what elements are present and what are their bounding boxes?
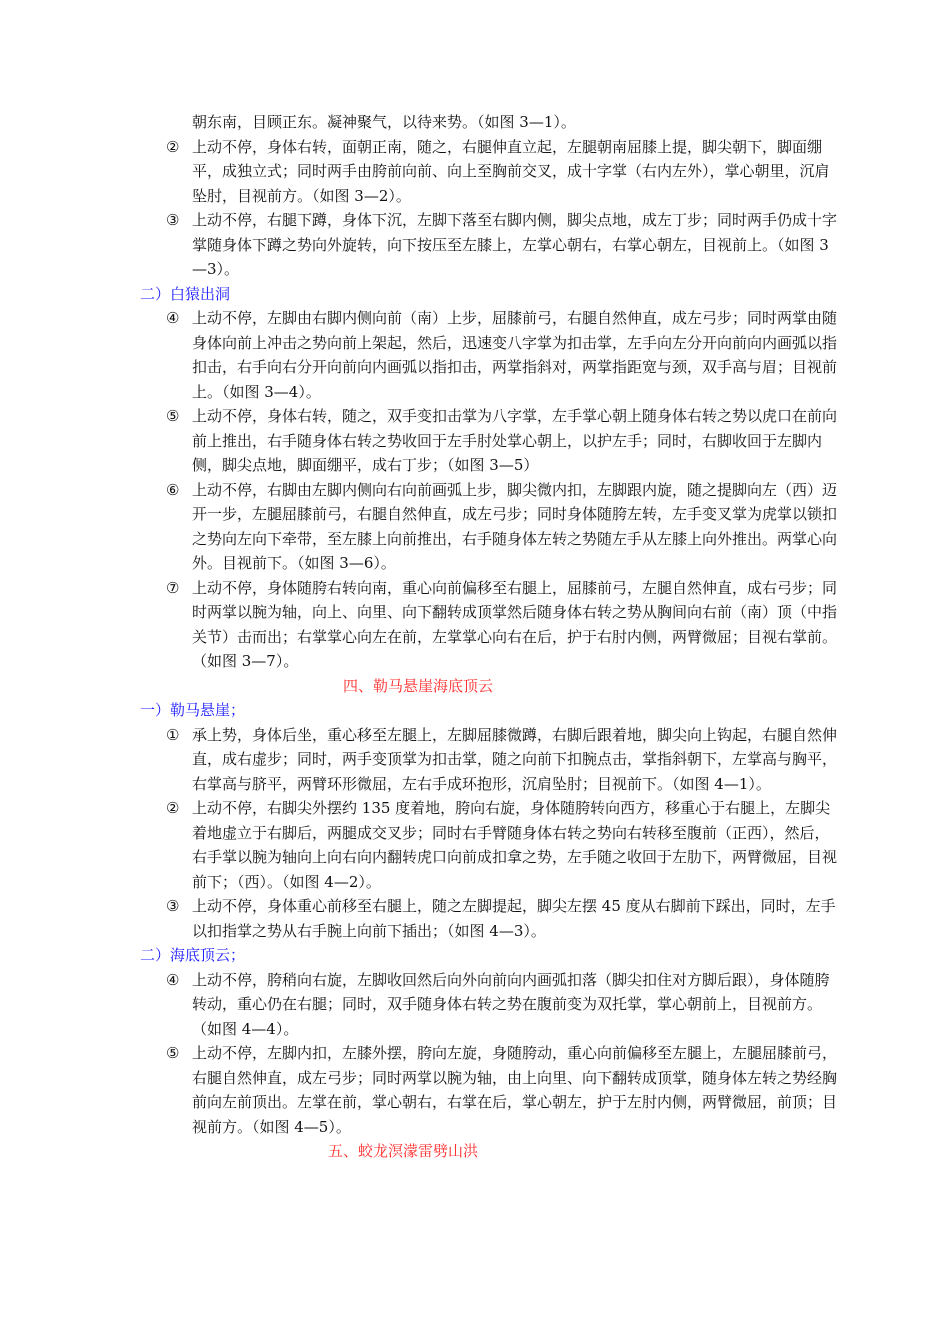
- list-item: [140, 894, 840, 943]
- list-item: [140, 208, 840, 282]
- list-item: [140, 723, 840, 797]
- item-number: ①: [166, 725, 180, 744]
- item-number: ⑥: [166, 480, 180, 499]
- item-text: 上动不停，身体右转，随之，双手变扣击掌为八字掌，左手掌心朝上随身体右转之势以虎口在前向前上推出，右手随身体右转之势收回于左手肘处掌心朝上，以护左手；同时，右脚收回于左脚内侧，脚尖点地，脚面绷平，成右丁步；（如图 3—5）: [192, 407, 838, 474]
- list-item: [140, 404, 840, 478]
- item-text: 上动不停，身体右转，面朝正南，随之，右腿伸直立起，左腿朝南屈膝上提，脚尖朝下，脚面绷平，成独立式；同时两手由胯前向前、向上至胸前交叉，成十字掌（右内左外），掌心朝里，沉肩坠肘，目视前方。（如图 3—2）。: [192, 137, 830, 205]
- item-text: 上动不停，右脚由左脚内侧向右向前画弧上步，脚尖微内扣，左脚跟内旋，随之提脚向左（西）迈开一步，左腿屈膝前弓，右腿自然伸直，成左弓步；同时身体随胯左转，左手变叉掌为虎掌以锁扣之势向左向下牵带，至左膝上向前推出，右手随身体左转之势随左手从左膝上向外推出。两掌心向外。目视前下。（如图 3—6）。: [192, 480, 838, 572]
- subheading: 一）勒马悬崖；: [140, 701, 246, 719]
- list-item: [140, 968, 840, 1042]
- list-item: [140, 135, 840, 209]
- list-item: [140, 306, 840, 404]
- item-number: ④: [166, 970, 180, 989]
- item-text: 上动不停，左脚由右脚内侧向前（南）上步，屈膝前弓，右腿自然伸直，成左弓步；同时两掌由随身体向前上冲击之势向前上架起，然后，迅速变八字掌为扣击掌，左手向左分开向前向内画弧以指扣击，右手向右分开向前向内画弧以指扣击，两掌指斜对，两掌指距宽与颈，双手高与眉；目视前上。（如图 3—4）。: [192, 309, 838, 401]
- item-number: ⑤: [166, 1044, 180, 1062]
- list-item: [140, 478, 840, 576]
- document-body: [140, 110, 840, 1164]
- item-text: 上动不停，身体随胯右转向南，重心向前偏移至右腿上，屈膝前弓，左腿自然伸直，成右弓步；同时两掌以腕为轴，向上、向里、向下翻转成顶掌然后随身体右转之势从胸间向右前（南）顶（中指关节）击而出；右掌掌心向左在前，左掌掌心向右在后，护于右肘内侧，两臂微屈；目视右掌前。（如图 3—7）。: [192, 578, 838, 670]
- subheading: 二）海底顶云；: [140, 946, 246, 964]
- section-title: 五、蛟龙溟濛雷劈山洪: [328, 1142, 479, 1160]
- item-text: 上动不停，右腿下蹲，身体下沉，左脚下落至右脚内侧，脚尖点地，成左丁步；同时两手仍成十字掌随身体下蹲之势向外旋转，向下按压至左膝上，左掌心朝右，右掌心朝左，目视前上。（如图 3—3）。: [192, 211, 838, 278]
- item-number: ②: [166, 137, 180, 156]
- list-item: [140, 1041, 840, 1139]
- item-number: ③: [166, 897, 180, 915]
- section-title: 四、勒马悬崖海底顶云: [343, 676, 494, 695]
- list-item: [140, 576, 840, 674]
- paragraph-continuation: 朝东南，目顾正东。凝神聚气，以待来势。（如图 3—1）。: [192, 113, 576, 131]
- item-number: ④: [166, 309, 180, 327]
- item-number: ②: [166, 799, 180, 817]
- item-text: 上动不停，右脚尖外摆约 135 度着地，胯向右旋，身体随胯转向西方，移重心于右腿上，左脚尖着地虚立于右脚后，两腿成交叉步；同时右手臂随身体右转之势向右转移至腹前（正西），然后，右手掌以腕为轴向上向右向内翻转虎口向前成扣拿之势，左手随之收回于左肋下，两臂微屈，目视前下；（西）。（如图 4—2）。: [192, 799, 838, 891]
- item-text: 承上势，身体后坐，重心移至左腿上，左脚屈膝微蹲，右脚后跟着地，脚尖向上钩起，右腿自然伸直，成右虚步；同时，两手变顶掌为扣击掌，随之向前下扣腕点击，掌指斜朝下，左掌高与胸平，右掌高与脐平，两臂环形微屈，左右手成环抱形，沉肩坠肘；目视前下。（如图 4—1）。: [192, 725, 838, 793]
- item-number: ③: [166, 211, 180, 229]
- item-text: 上动不停，胯稍向右旋，左脚收回然后向外向前向内画弧扣落（脚尖扣住对方脚后跟），身体随胯转动，重心仍在右腿；同时，双手随身体右转之势在腹前变为双托掌，掌心朝前上，目视前方。（如图 4—4）。: [192, 970, 830, 1038]
- item-number: ⑤: [166, 407, 180, 425]
- item-text: 上动不停，左脚内扣，左膝外摆，胯向左旋，身随胯动，重心向前偏移至左腿上，左腿屈膝前弓，右腿自然伸直，成左弓步；同时两掌以腕为轴，由上向里、向下翻转成顶掌，随身体左转之势经胸前向左前顶出。左掌在前，掌心朝右，右掌在后，掌心朝左，护于左肘内侧，两臂微屈，前顶；目视前方。（如图 4—5）。: [192, 1044, 838, 1136]
- item-text: 上动不停，身体重心前移至右腿上，随之左脚提起，脚尖左摆 45 度从右脚前下踩出，同时，左手以扣指掌之势从右手腕上向前下插出；（如图 4—3）。: [192, 897, 836, 940]
- item-number: ⑦: [166, 578, 180, 597]
- list-item: [140, 796, 840, 894]
- subheading: 二）白猿出洞: [140, 284, 231, 303]
